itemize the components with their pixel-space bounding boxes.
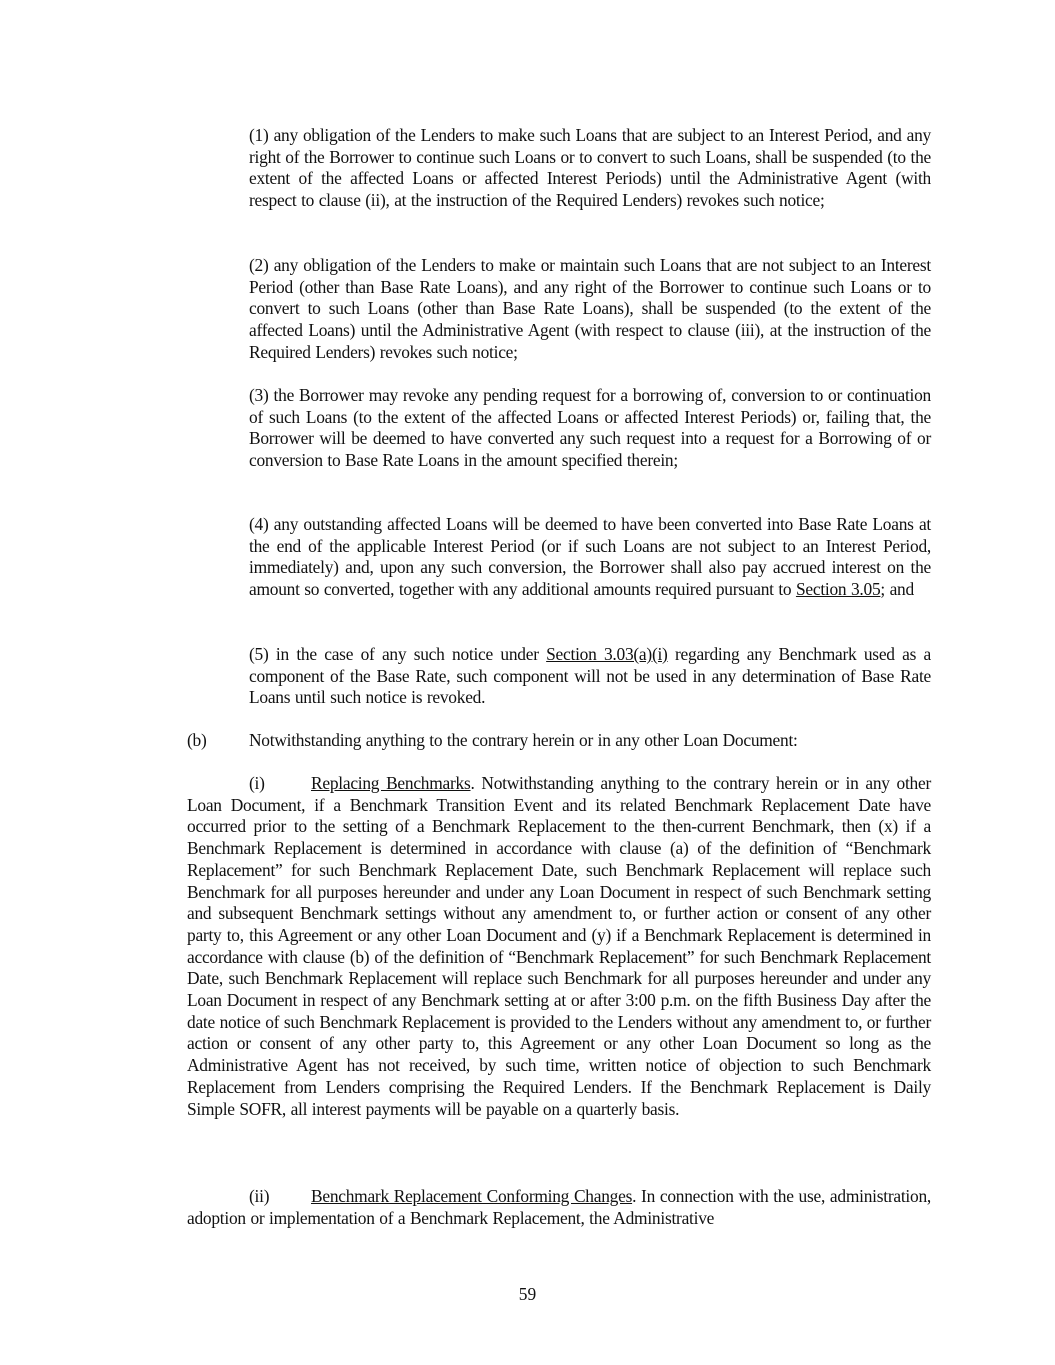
clause-i-title: Replacing Benchmarks	[311, 773, 471, 793]
text: (4) any outstanding affected Loans will be deemed to have been converted into Base Rate Loans at the end of the applicable Interest Period (or if such Loans are not subject to an Interest Period, immediately) and, upon any such conversion, the Borrower shall also pay accrued interest on the amount so converted, together with any additional amounts required pursuant to	[249, 514, 931, 600]
clause-b-text: Notwithstanding anything to the contrary herein or in any other Loan Document:	[249, 730, 798, 750]
paragraph-5	[249, 644, 931, 709]
section-reference-link[interactable]: Section 3.03(a)(i)	[546, 644, 668, 664]
text: regarding any Benchmark used as a component of the Base Rate, such component will not be used in any determination of Base Rate Loans until such notice is revoked.	[249, 644, 931, 708]
clause-ii-paragraph	[187, 1186, 931, 1229]
paragraph-2: (2) any obligation of the Lenders to make or maintain such Loans that are not subject to an Interest Period (other than Base Rate Loans), and any right of the Borrower to continue such Loans or to convert to such Loans (other than Base Rate Loans), shall be suspended (to the extent of the affected Loans) until the Administrative Agent (with respect to clause (iii), at the instruction of the Required Lenders) revokes such notice;	[249, 255, 931, 362]
clause-ii-label: (ii)	[249, 1186, 270, 1206]
text: (5) in the case of any such notice under	[249, 644, 547, 664]
text: . Notwithstanding anything to the contrary herein or in any other Loan Document, if a Benchmark Transition Event and its related Benchmark Replacement Date have occurred prior to the setting of a Benchmark Replacement to the then-current Benchmark, then (x) if a Benchmark Replacement is determined in accordance with clause (a) of the definition of “Benchmark Replacement” for such Benchmark Replacement Date, such Benchmark Replacement will replace such Benchmark for all purposes hereunder and under any Loan Document in respect of such Benchmark setting and subsequent Benchmark settings without any amendment to, or further action or consent of any other party to, this Agreement or any other Loan Document and (y) if a Benchmark Replacement is determined in accordance with clause (b) of the definition of “Benchmark Replacement” for such Benchmark Replacement Date, such Benchmark Replacement will replace such Benchmark for all purposes hereunder and under any Loan Document in respect of any Benchmark setting at or after 3:00 p.m. on the fifth Business Day after the date notice of such Benchmark Replacement is provided to the Lenders without any amendment to, or further action or consent of any other party to, this Agreement or any other Loan Document so long as the Administrative Agent has not received, by such time, written notice of objection to such Benchmark Replacement from Lenders comprising the Required Lenders. If the Benchmark Replacement is Daily Simple SOFR, all interest payments will be payable on a quarterly basis.	[187, 773, 932, 1119]
clause-i-label: (i)	[249, 773, 265, 793]
paragraph-4	[249, 514, 931, 601]
paragraph-3: (3) the Borrower may revoke any pending request for a borrowing of, conversion to or continuation of such Loans (to the extent of the affected Loans or affected Interest Periods) or, failing that, the Borrower will be deemed to have converted any such request into a request for a Borrowing of or conversion to Base Rate Loans in the amount specified therein;	[249, 385, 931, 471]
text: ; and	[880, 579, 914, 600]
clause-ii-title: Benchmark Replacement Conforming Changes	[311, 1186, 633, 1206]
section-reference-link[interactable]: Section 3.05	[795, 579, 881, 600]
paragraph-1: (1) any obligation of the Lenders to make such Loans that are subject to an Interest Period, and any right of the Borrower to continue such Loans or to convert to such Loans, shall be suspended (to the extent of the affected Loans or affected Interest Periods) until the Administrative Agent (with respect to clause (ii), at the instruction of the Required Lenders) revokes such notice;	[249, 125, 931, 211]
clause-b-label: (b)	[187, 730, 207, 750]
page-number: 59	[518, 1284, 537, 1304]
clause-i-paragraph	[187, 773, 931, 1120]
text: . In connection with the use, administration, adoption or implementation of a Benchmark Replacement, the Administrative	[187, 1186, 931, 1228]
